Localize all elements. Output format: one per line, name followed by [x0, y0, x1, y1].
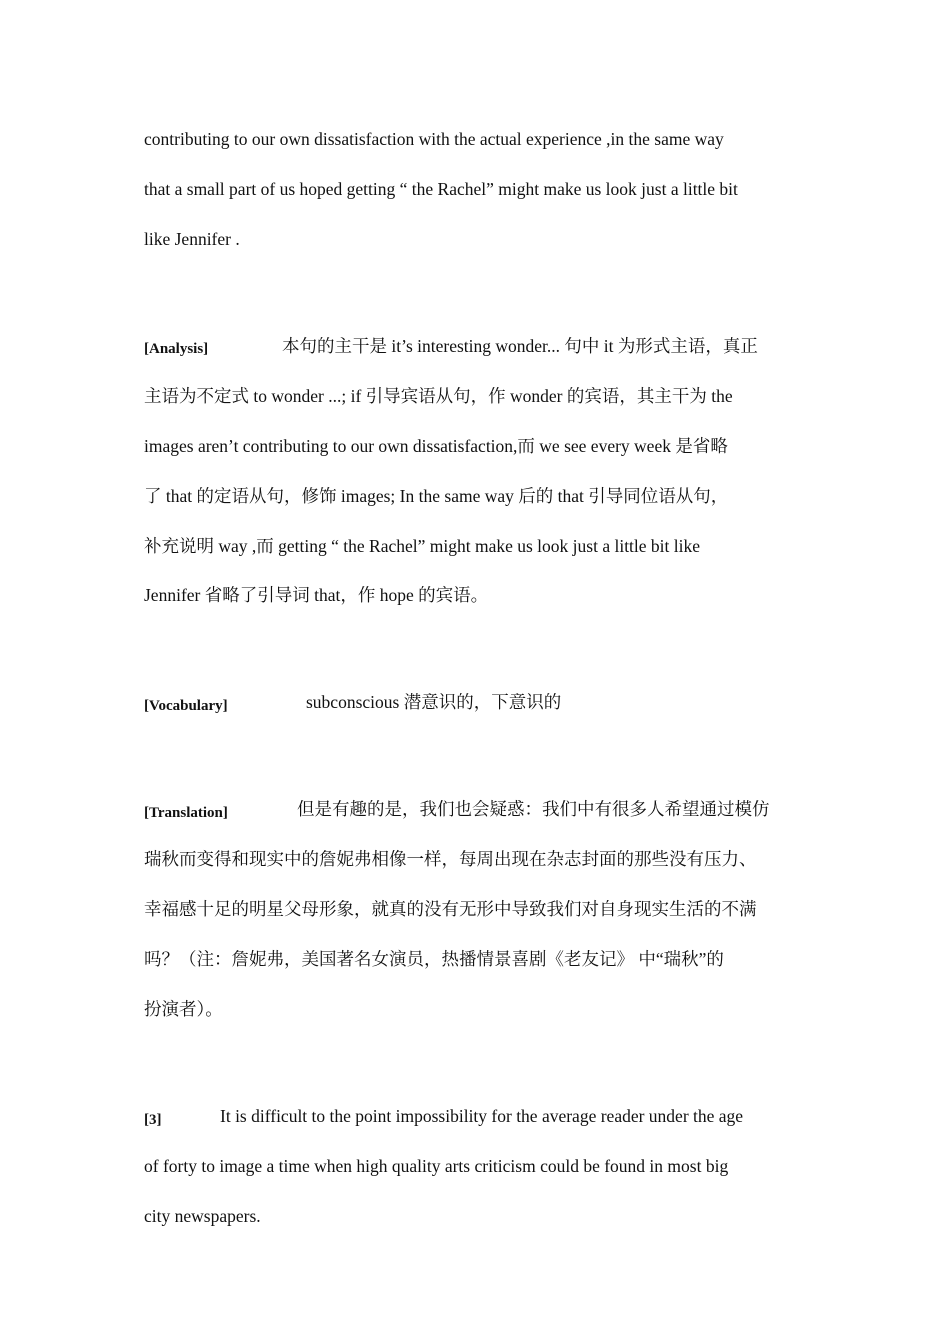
analysis-line-1: 本句的主干是 it’s interesting wonder... 句中 it 为形式主语，真正: [282, 336, 758, 356]
analysis-label: [Analysis]: [144, 341, 209, 357]
analysis-line-6: Jennifer 省略了引导词 that，作 hope 的宾语。: [144, 585, 489, 605]
analysis-line-3: images aren’t contributing to our own dissatisfaction,而 we see every week 是省略: [144, 436, 728, 456]
intro-line-3: like Jennifer .: [144, 229, 240, 249]
intro-line-2: that a small part of us hoped getting “ the Rachel” might make us look just a little bit: [144, 179, 738, 199]
sentence3-line-2: of forty to image a time when high quality arts criticism could be found in most big: [144, 1156, 729, 1176]
translation-label: [Translation]: [144, 805, 228, 821]
translation-line-3: 幸福感十足的明星父母形象，就真的没有无形中导致我们对自身现实生活的不满: [144, 899, 757, 919]
sentence3-label: [3]: [144, 1112, 162, 1128]
sentence3-line-3: city newspapers.: [144, 1206, 261, 1226]
analysis-line-4: 了 that 的定语从句，修饰 images; In the same way 后的 that 引导同位语从句，: [144, 486, 729, 506]
translation-line-1: 但是有趣的是，我们也会疑惑：我们中有很多人希望通过模仿: [297, 799, 770, 819]
translation-line-5: 扮演者）。: [144, 999, 223, 1019]
vocabulary-line-1: subconscious 潜意识的，下意识的: [306, 692, 562, 712]
analysis-line-2: 主语为不定式 to wonder ...; if 引导宾语从句，作 wonder 的宾语，其主干为 the: [144, 386, 733, 406]
translation-line-2: 瑞秋而变得和现实中的詹妮弗相像一样，每周出现在杂志封面的那些没有压力、: [144, 849, 757, 869]
vocabulary-label: [Vocabulary]: [144, 698, 228, 714]
analysis-line-5: 补充说明 way ,而 getting “ the Rachel” might make us look just a little bit like: [144, 536, 701, 556]
translation-line-4: 吗？（注：詹妮弗，美国著名女演员，热播情景喜剧《老友记》 中“瑞秋”的: [144, 949, 724, 969]
sentence3-line-1: It is difficult to the point impossibility for the average reader under the age: [220, 1106, 744, 1126]
intro-line-1: contributing to our own dissatisfaction with the actual experience ,in the same way: [144, 129, 724, 149]
